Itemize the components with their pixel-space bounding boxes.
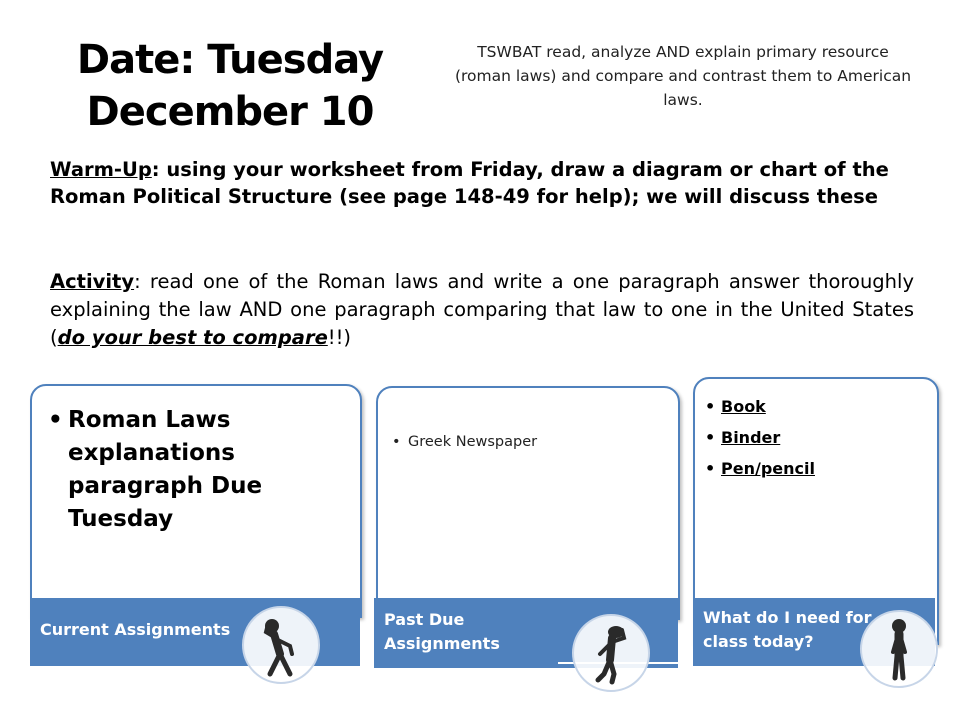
date-line-1: Date: Tuesday [76,37,384,83]
list-item [721,422,927,453]
supplies-label: What do I need for class today? [703,608,872,651]
warmup-label: Warm-Up [50,158,152,181]
warmup-text: : using your worksheet from Friday, draw a diagram or chart of the Roman Political Structure (see page 148-49 for help); we will discuss these [50,158,889,208]
supply-book: Book [721,397,766,416]
supply-binder: Binder [721,428,781,447]
current-assignments-list [32,386,360,536]
list-item: • Roman Laws explanations paragraph Due Tuesday [68,404,340,536]
standing-figure-icon [860,610,938,688]
activity-text: : read one of the Roman laws and write a one paragraph answer thoroughly explaining the law AND one paragraph comparing that law to one in the United States ( [50,270,914,349]
list-item: • Greek Newspaper [408,432,668,452]
activity-label: Activity [50,270,135,293]
past-due-list [378,388,678,452]
current-assignments-label: Current Assignments [40,620,231,639]
supplies-list [695,379,937,484]
current-assignments-panel [30,384,362,618]
slide-title [40,34,420,138]
warmup-section [50,156,914,210]
activity-text-end: !!) [327,326,352,349]
list-item [721,391,927,422]
confused-figure-icon [572,614,650,692]
activity-emphasis: do your best to compare [57,326,328,349]
activity-section [50,268,914,352]
learning-objective: TSWBAT read, analyze AND explain primary resource (roman laws) and compare and contrast them to American laws. [454,43,912,109]
list-item [721,453,927,484]
past-due-panel [376,386,680,620]
thinking-figure-icon [242,606,320,684]
past-due-label: Past Due Assignments [384,610,500,653]
date-line-2: December 10 [86,89,374,135]
supply-pen: Pen/pencil [721,459,815,478]
